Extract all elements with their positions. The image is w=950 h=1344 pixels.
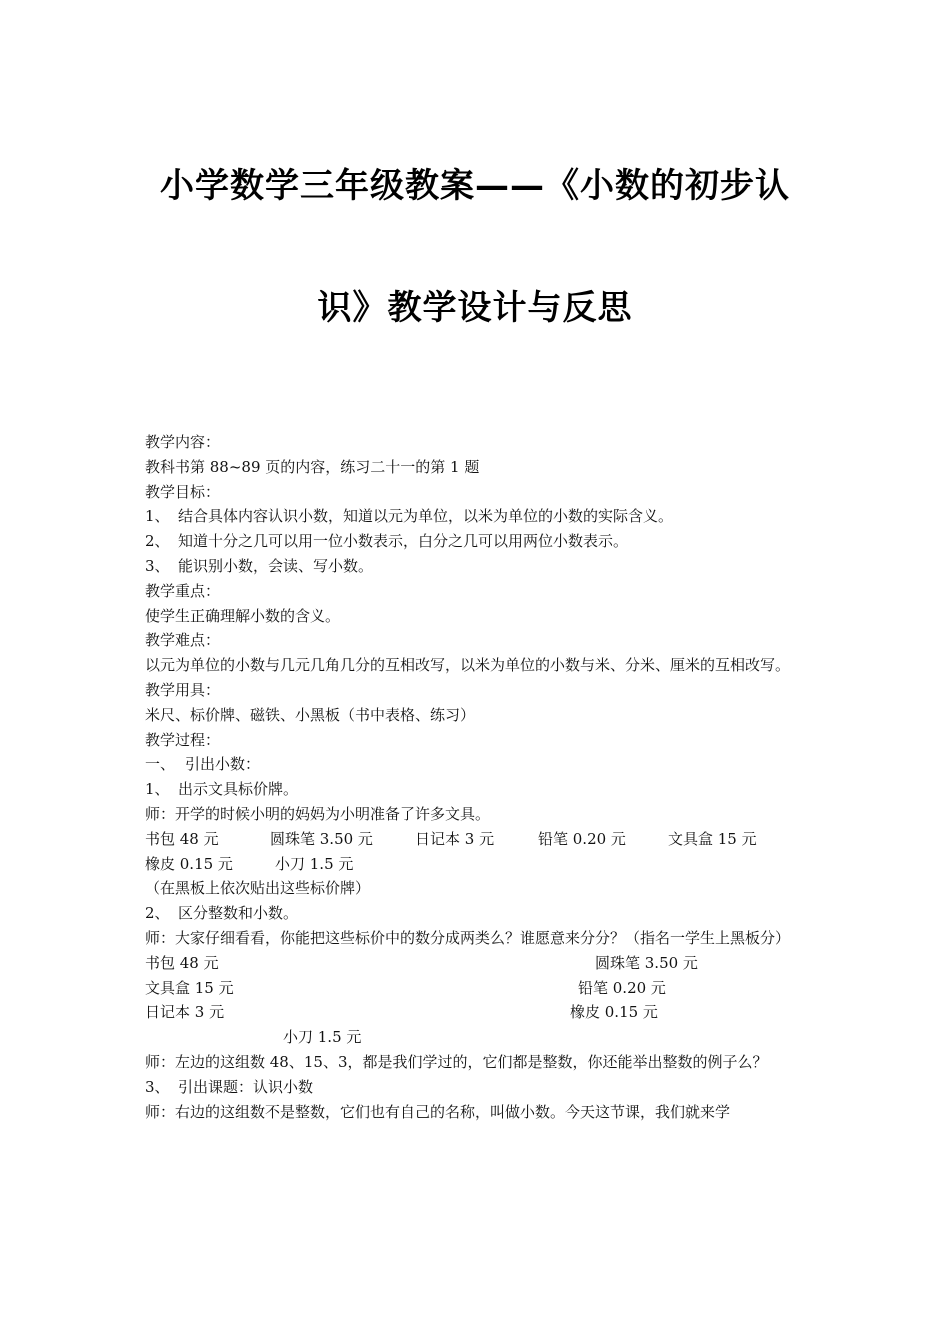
price-list-row bbox=[145, 827, 810, 852]
key-points-text: 使学生正确理解小数的含义。 bbox=[145, 606, 341, 625]
sort-extra-item: 小刀 1.5 元 bbox=[283, 1028, 362, 1047]
document-body bbox=[145, 430, 810, 1124]
price-tag: 圆珠笔 3.50 元 bbox=[270, 829, 373, 848]
step-number: 2、 bbox=[145, 904, 170, 923]
goal-item bbox=[145, 529, 810, 554]
note-text: （在黑板上依次贴出这些标价牌） bbox=[145, 879, 371, 898]
teacher-dialogue: 师：左边的这组数 48、15、3，都是我们学过的，它们都是整数，你还能举出整数的例子么？ bbox=[145, 1052, 768, 1071]
part-number: 一、 bbox=[145, 755, 176, 774]
price-tag: 文具盒 15 元 bbox=[668, 829, 757, 848]
part-text: 引出小数： bbox=[185, 755, 261, 774]
price-tag: 日记本 3 元 bbox=[415, 829, 495, 848]
sort-left-item: 日记本 3 元 bbox=[145, 1003, 225, 1022]
sort-row bbox=[145, 951, 810, 976]
content-text: 教科书第 88~89 页的内容，练习二十一的第 1 题 bbox=[145, 457, 480, 476]
sort-right-item: 橡皮 0.15 元 bbox=[570, 1003, 658, 1022]
goal-text: 知道十分之几可以用一位小数表示，白分之几可以用两位小数表示。 bbox=[178, 532, 629, 551]
step-text: 出示文具标价牌。 bbox=[178, 780, 299, 799]
sort-row bbox=[145, 1000, 810, 1025]
step-number: 1、 bbox=[145, 780, 170, 799]
step-item bbox=[145, 777, 810, 802]
sort-row bbox=[145, 976, 810, 1001]
page-title-line-2: 识》教学设计与反思 bbox=[317, 288, 633, 328]
step-item bbox=[145, 1075, 810, 1100]
step-text: 区分整数和小数。 bbox=[178, 904, 299, 923]
teacher-dialogue: 师：右边的这组数不是整数，它们也有自己的名称，叫做小数。今天这节课，我们就来学 bbox=[145, 1102, 731, 1121]
part-heading bbox=[145, 752, 810, 777]
step-number: 3、 bbox=[145, 1077, 170, 1096]
section-heading-goals: 教学目标： bbox=[145, 482, 221, 501]
page-title-line-1: 小学数学三年级教案——《小数的初步认 bbox=[160, 166, 790, 206]
sort-left-item: 书包 48 元 bbox=[145, 953, 219, 972]
tools-text: 米尺、标价牌、磁铁、小黑板（书中表格、练习） bbox=[145, 705, 476, 724]
difficulties-text: 以元为单位的小数与几元几角几分的互相改写，以米为单位的小数与米、分米、厘米的互相改写。 bbox=[145, 656, 791, 675]
sort-right-item: 圆珠笔 3.50 元 bbox=[595, 953, 698, 972]
section-heading-tools: 教学用具： bbox=[145, 680, 221, 699]
goal-number: 3、 bbox=[145, 556, 170, 575]
teacher-dialogue: 师：开学的时候小明的妈妈为小明准备了许多文具。 bbox=[145, 804, 491, 823]
goal-item bbox=[145, 504, 810, 529]
price-list-row bbox=[145, 852, 810, 877]
section-heading-process: 教学过程： bbox=[145, 730, 221, 749]
teacher-dialogue: 师：大家仔细看看，你能把这些标价中的数分成两类么？谁愿意来分分？（指名一学生上黑板分） bbox=[145, 928, 791, 947]
section-heading-content: 教学内容： bbox=[145, 433, 221, 451]
price-tag: 书包 48 元 bbox=[145, 829, 219, 848]
sort-right-item: 铅笔 0.20 元 bbox=[578, 978, 666, 997]
goal-number: 2、 bbox=[145, 532, 170, 551]
price-tag: 铅笔 0.20 元 bbox=[538, 829, 626, 848]
step-text: 引出课题：认识小数 bbox=[178, 1077, 314, 1096]
sort-left-item: 文具盒 15 元 bbox=[145, 978, 234, 997]
section-heading-difficulties: 教学难点： bbox=[145, 631, 221, 650]
price-tag: 橡皮 0.15 元 bbox=[145, 854, 233, 873]
goal-text: 结合具体内容认识小数，知道以元为单位，以米为单位的小数的实际含义。 bbox=[178, 507, 674, 526]
price-tag: 小刀 1.5 元 bbox=[275, 854, 354, 873]
step-item bbox=[145, 901, 810, 926]
goal-number: 1、 bbox=[145, 507, 170, 526]
goal-text: 能识别小数，会读、写小数。 bbox=[178, 556, 374, 575]
section-heading-key-points: 教学重点： bbox=[145, 581, 221, 600]
goal-item bbox=[145, 554, 810, 579]
